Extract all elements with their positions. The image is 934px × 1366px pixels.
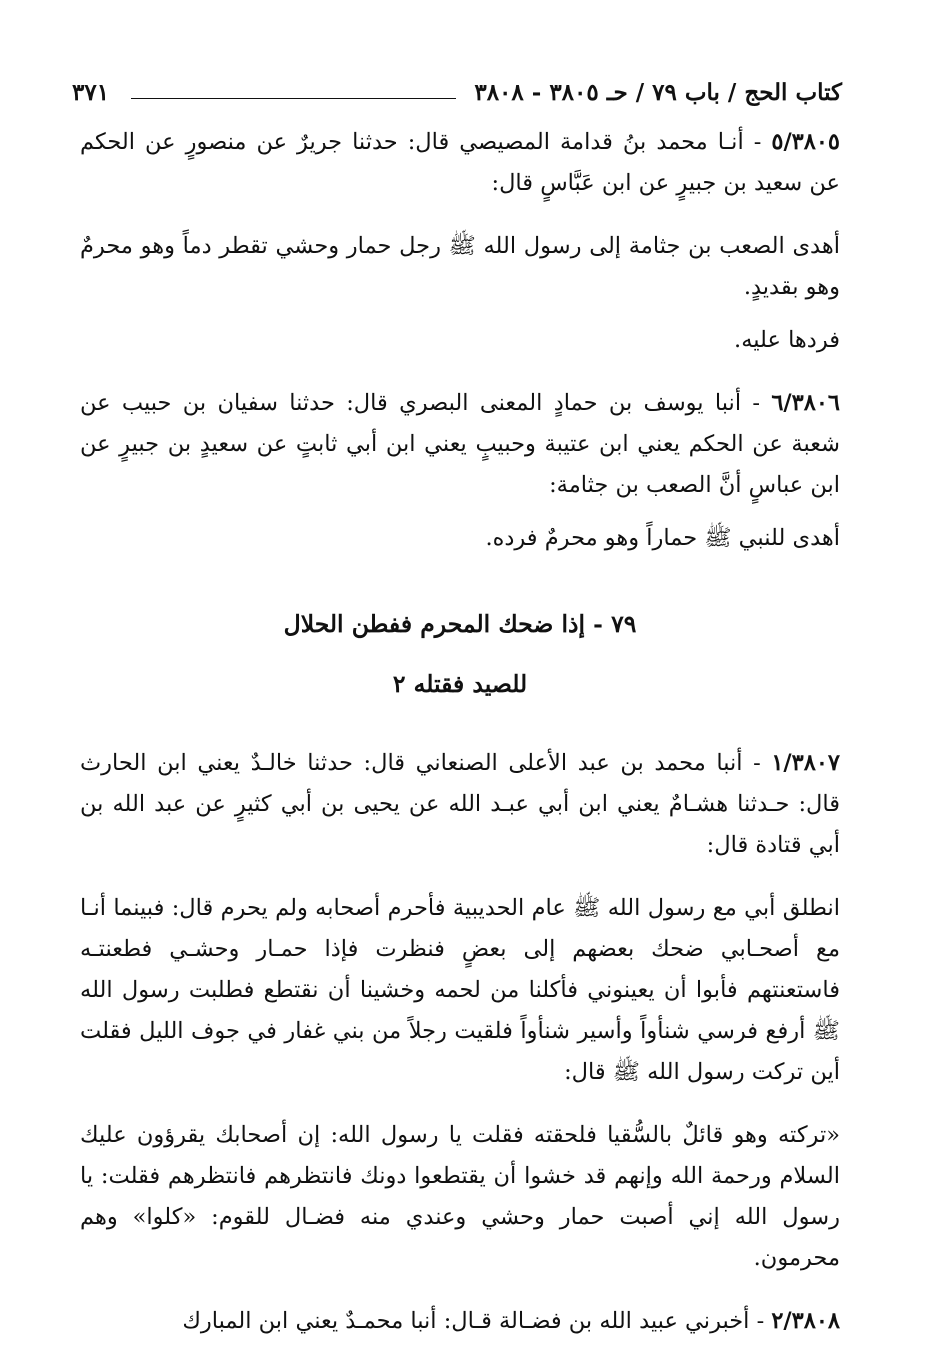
hadith-text: - أخبرني عبيد الله بن فضـالة قـال: أنبا محمـدٌ يعني ابن المبارك bbox=[182, 1308, 765, 1334]
hadith-number: ١/٣٨٠٧ bbox=[771, 750, 840, 776]
chapter-heading-line1: ٧٩ - إذا ضحك المحرم ففطن الحلال bbox=[283, 610, 637, 638]
hadith-text: فردها عليه. bbox=[734, 327, 840, 353]
hadith-text: - أنبا يوسف بن حمادٍ المعنى البصري قال: حدثنا سفيان بن حبيب عن شعبة عن الحكم يعني ابن عتيبة وحبيبٍ يعني ابن أبي ثابتٍ عن سعيدٍ بن جبيرٍ عن ابن عباسٍ أنَّ الصعب بن جثامة: bbox=[80, 390, 840, 498]
hadith-text: أهدى الصعب بن جثامة إلى رسول الله ﷺ رجل حمار وحشي تقطر دماً وهو محرمٌ وهو بقديدٍ. bbox=[80, 233, 840, 300]
hadith-number: ٦/٣٨٠٦ bbox=[771, 390, 840, 416]
hadith-text: انطلق أبي مع رسول الله ﷺ عام الحديبية فأحرم أصحابه ولم يحرم قال: فبينما أنـا مع أصحـابي ضحك بعضهم إلى بعضٍ فنظرت فإذا حمـار وحشـي فطعنتـه فاستعنتهم فأبوا أن يعينوني فأكلنا من لحمه وخشينا أن نقتطع فطلبت رسول الله ﷺ أرفع فرسي شنأواً وأسير شنأواً فلقيت رجلاً من بني غفار في جوف الليل فقلت أين تركت رسول الله ﷺ قال: bbox=[80, 895, 840, 1085]
hadith-3807-matn bbox=[80, 888, 840, 1093]
hadith-3806-isnad bbox=[80, 383, 840, 506]
hadith-3807-matn-cont bbox=[80, 1115, 840, 1279]
hadith-3806-matn bbox=[80, 518, 840, 559]
hadith-text: - أنبا محمد بن عبد الأعلى الصنعاني قال: حدثنا خالـدٌ يعني ابن الحارث قال: حـدثنا هشـامٌ يعني ابن أبي عبـد الله عن يحيى بن أبي كثيرٍ عن عبد الله بن أبي قتادة قال: bbox=[80, 750, 840, 858]
hadith-3805-matn-end bbox=[80, 320, 840, 361]
hadith-text: أهدى للنبي ﷺ حماراً وهو محرمٌ فرده. bbox=[485, 525, 840, 551]
page-body bbox=[80, 122, 840, 1342]
hadith-text: «تركته وهو قائلٌ بالسُّقيا فلحقته فقلت يا رسول الله: إن أصحابك يقرؤون عليك السلام ورحمة الله وإنهم قد خشوا أن يقتطعوا دونك فانتظرهم فانتظرهم فقلت: يا رسول الله إني أصبت حمار وحشي وعندي منه فضـال للقوم: «كلوا» وهم محرمون. bbox=[80, 1122, 840, 1271]
running-header bbox=[72, 72, 842, 112]
hadith-3807-isnad bbox=[80, 743, 840, 866]
hadith-number: ٢/٣٨٠٨ bbox=[771, 1308, 840, 1334]
header-rule bbox=[131, 98, 456, 99]
hadith-text: - أنـا محمد بنُ قدامة المصيصي قال: حدثنا جريرٌ عن منصورٍ عن الحكم عن سعيد بن جبيرٍ عن ابن عَبَّاسٍ قال: bbox=[80, 129, 840, 196]
chapter-heading-line2: للصيد فقتله ٢ bbox=[392, 670, 528, 698]
hadith-number: ٥/٣٨٠٥ bbox=[771, 129, 841, 155]
hadith-3808-isnad bbox=[80, 1301, 840, 1342]
page-number: ٣٧١ bbox=[72, 78, 110, 106]
header-title: كتاب الحج / باب ٧٩ / حـ ٣٨٠٥ - ٣٨٠٨ bbox=[474, 78, 842, 106]
hadith-3805-isnad bbox=[80, 122, 840, 204]
hadith-3805-matn bbox=[80, 226, 840, 308]
